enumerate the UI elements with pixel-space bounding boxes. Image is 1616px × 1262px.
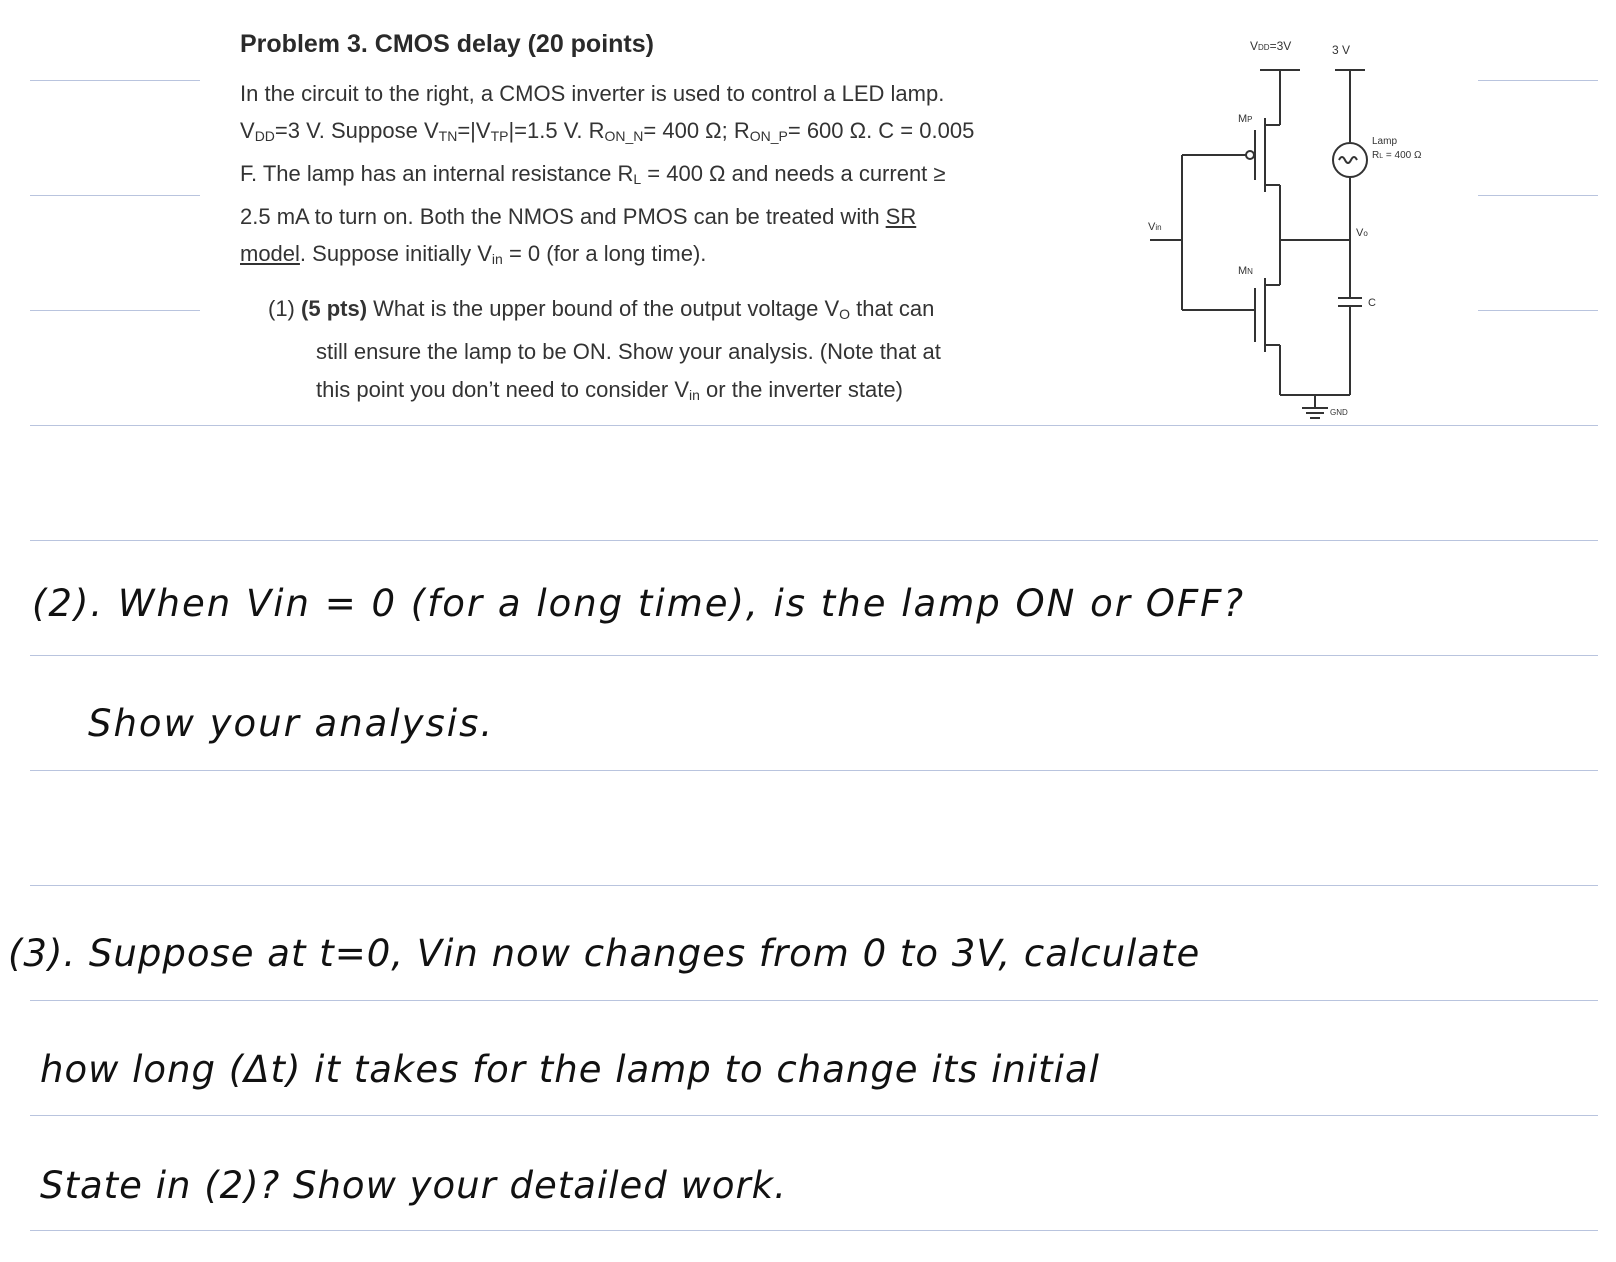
question-1	[240, 290, 1140, 414]
intro-line-4: 2.5 mA to turn on. Both the NMOS and PMOS can be treated with SR	[240, 204, 917, 229]
intro-line-2: $V_{DD}=3$ V. Suppose $V_{TN}=|V_{TP}|=1.5$ V. $R_{ON\_N}= 400$ Ω; $R_{ON\_P}= 600$ Ω. C = 0.005	[240, 118, 975, 144]
problem-intro	[240, 75, 1140, 278]
mn-label: MN	[1238, 265, 1253, 277]
ruled-line	[30, 540, 1598, 541]
vdd-label: VDD=3V	[1250, 39, 1292, 53]
ruled-line	[30, 1230, 1598, 1231]
ruled-line	[30, 425, 1598, 426]
q1-line-3: this point you don’t need to consider $V_{in}$ or the inverter state)	[316, 377, 903, 403]
vo-label: Vo	[1356, 227, 1368, 239]
q1-line-1: (1) (5 pts) What is the upper bound of the output voltage $V_O$ that can	[268, 296, 935, 322]
problem-title: Problem 3. CMOS delay (20 points)	[240, 30, 654, 58]
q3-line-2: how long (Δt) it takes for the lamp to change its initial	[40, 1048, 1100, 1091]
ruled-line	[30, 310, 200, 311]
ruled-line	[30, 195, 200, 196]
problem-block	[240, 30, 1140, 414]
ruled-line	[30, 885, 1598, 886]
q1-line-2: still ensure the lamp to be ON. Show your analysis. (Note that at	[316, 339, 941, 364]
q2-line-1: (2). When Vin = 0 (for a long time), is the lamp ON or OFF?	[32, 582, 1246, 625]
gnd-label: GND	[1330, 408, 1348, 417]
intro-line-3: F. The lamp has an internal resistance $R_L = 400$ Ω and needs a current ≥	[240, 161, 946, 187]
rl-label: RL = 400 Ω	[1372, 150, 1422, 161]
ruled-line	[1478, 310, 1598, 311]
c-label: C	[1368, 297, 1376, 309]
mp-label: MP	[1238, 113, 1253, 125]
lamp-label: Lamp	[1372, 136, 1398, 147]
intro-line-1: In the circuit to the right, a CMOS inverter is used to control a LED lamp.	[240, 81, 945, 106]
ruled-line	[30, 80, 200, 81]
cmos-inverter-circuit	[1150, 30, 1480, 420]
ruled-line	[30, 770, 1598, 771]
ruled-line	[30, 655, 1598, 656]
supply-label: 3 V	[1332, 43, 1351, 57]
q3-line-3: State in (2)? Show your detailed work.	[40, 1164, 787, 1207]
q2-line-2: Show your analysis.	[88, 702, 495, 745]
vin-label: Vin	[1148, 221, 1162, 233]
q3-line-1: (3). Suppose at t=0, Vin now changes from 0 to 3V, calculate	[8, 932, 1201, 975]
intro-line-5: model. Suppose initially $V_{in} = 0$ (for a long time).	[240, 241, 707, 267]
ruled-line	[1478, 195, 1598, 196]
ruled-line	[1478, 80, 1598, 81]
ruled-line	[30, 1115, 1598, 1116]
ruled-line	[30, 1000, 1598, 1001]
